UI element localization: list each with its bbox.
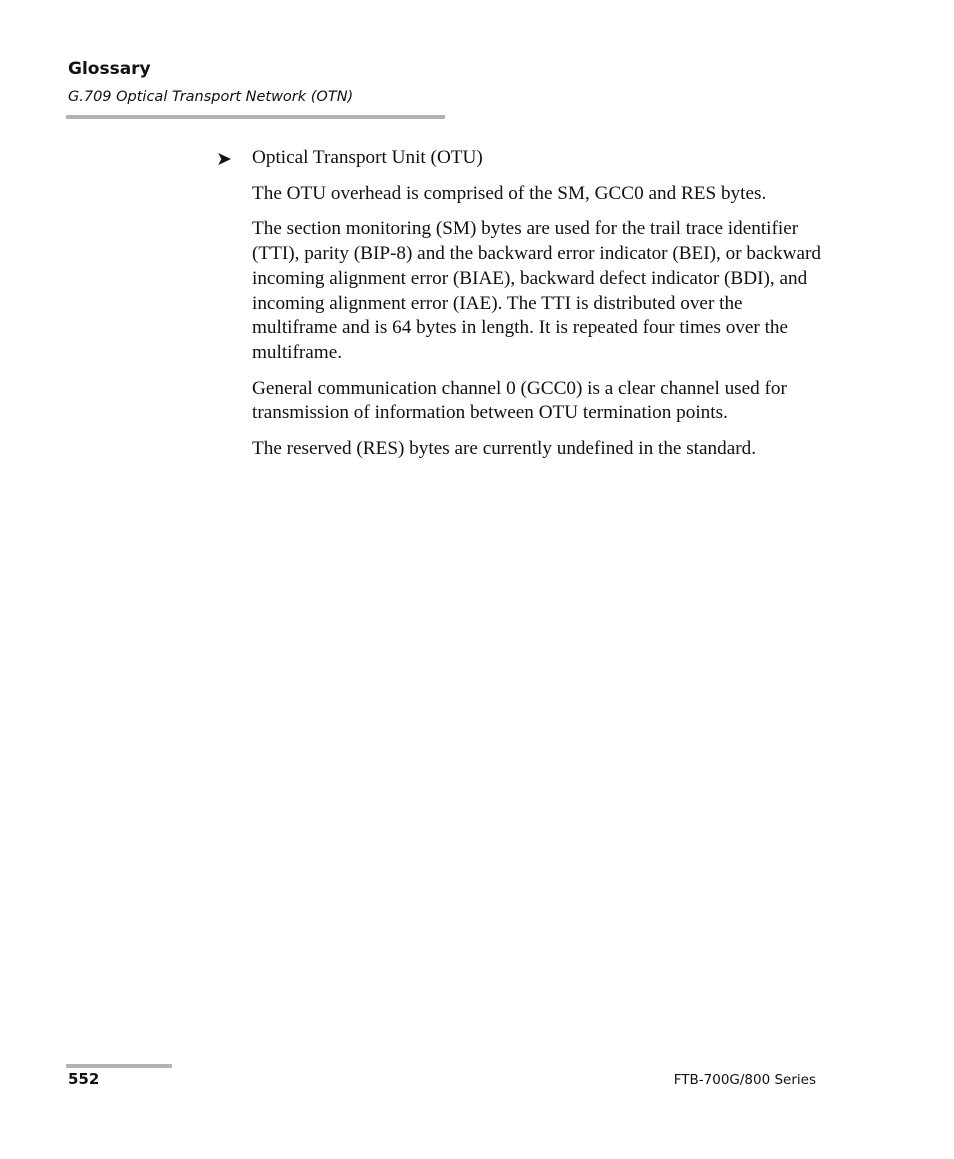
paragraph-section-monitoring: The section monitoring (SM) bytes are used for the trail trace identifier (TTI), parity (BIP-8) and the backward error indicator (BEI), or backward incoming alignment error (BIAE), backward defect indicator (BDI), and incoming alignment error (IAE). The TTI is distributed over the multiframe and is 64 bytes in length. It is repeated four times over the multiframe. bbox=[252, 218, 821, 363]
product-series: FTB-700G/800 Series bbox=[673, 1072, 816, 1088]
footer-divider bbox=[66, 1064, 172, 1068]
header-divider bbox=[66, 115, 445, 119]
paragraph-overhead: The OTU overhead is comprised of the SM, GCC0 and RES bytes. bbox=[252, 182, 767, 204]
arrowhead-right-icon: ➤ bbox=[216, 148, 232, 170]
paragraph-reserved: The reserved (RES) bytes are currently undefined in the standard. bbox=[252, 438, 757, 460]
paragraph-gcc0: General communication channel 0 (GCC0) is a clear channel used for transmission of information between OTU termination points. bbox=[252, 377, 787, 424]
bullet-item bbox=[216, 146, 826, 171]
section-subtitle: G.709 Optical Transport Network (OTN) bbox=[68, 89, 354, 105]
bullet-heading: Optical Transport Unit (OTU) bbox=[252, 147, 483, 168]
page-number: 552 bbox=[68, 1070, 100, 1088]
main-content bbox=[216, 146, 826, 473]
section-title: Glossary bbox=[68, 59, 151, 79]
